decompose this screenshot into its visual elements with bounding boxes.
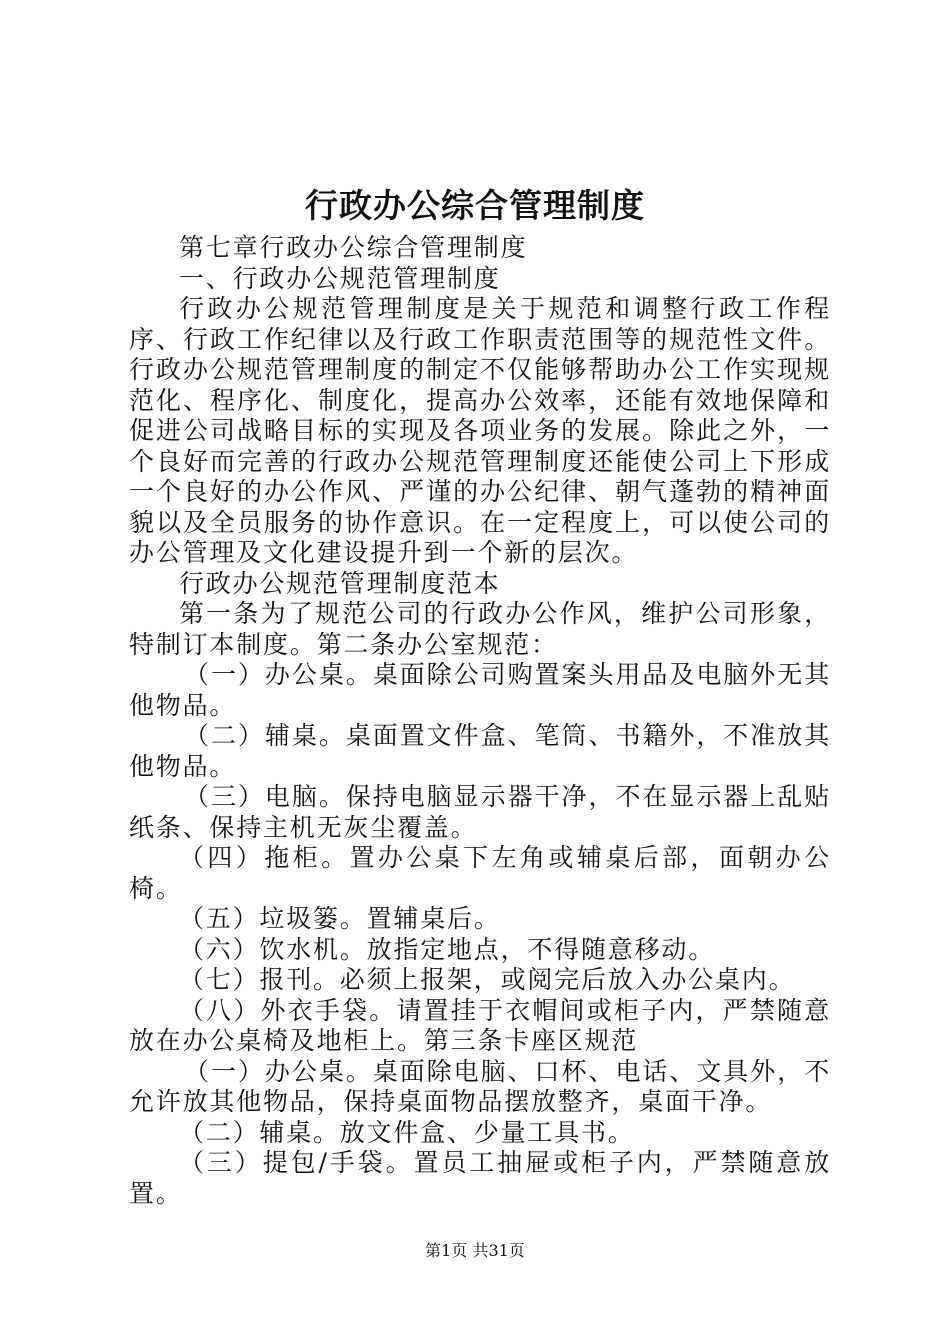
rule-item: （六）饮水机。放指定地点，不得随意移动。 bbox=[179, 934, 716, 964]
chapter-heading: 第七章行政办公综合管理制度 bbox=[179, 233, 528, 262]
rule-item: （八）外衣手袋。请置挂于衣帽间或柜子内，严禁随意放在办公桌椅及地柜上。第三条卡座区规范 bbox=[129, 995, 831, 1055]
rule-item: （四）拖柜。置办公桌下左角或辅桌后部，面朝办公椅。 bbox=[129, 843, 831, 903]
rule-item: （三）提包/手袋。置员工抽屉或柜子内，严禁随意放置。 bbox=[129, 1148, 831, 1208]
rule-item: （二）辅桌。桌面置文件盒、笔筒、书籍外，不准放其他物品。 bbox=[129, 721, 831, 781]
intro-paragraph: 行政办公规范管理制度是关于规范和调整行政工作程序、行政工作纪律以及行政工作职责范围等的规范性文件。行政办公规范管理制度的制定不仅能够帮助办公工作实现规范化、程序化、制度化，提高办公效率，还能有效地保障和促进公司战略目标的实现及各项业务的发展。除此之外，一个良好而完善的行政办公规范管理制度还能使公司上下形成一个良好的办公作风、严谨的办公纪律、朝气蓬勃的精神面貌以及全员服务的协作意识。在一定程度上，可以使公司的办公管理及文化建设提升到一个新的层次。 bbox=[129, 294, 831, 567]
rule-item: （二）辅桌。放文件盒、少量工具书。 bbox=[179, 1117, 635, 1147]
template-heading: 行政办公规范管理制度范本 bbox=[179, 568, 501, 598]
document-title: 行政办公综合管理制度 bbox=[305, 186, 645, 225]
rule-item: （一）办公桌。桌面除公司购置案头用品及电脑外无其他物品。 bbox=[129, 660, 831, 720]
page-number: 第1页 共31页 bbox=[425, 1241, 525, 1260]
rule-item: （五）垃圾篓。置辅桌后。 bbox=[179, 904, 501, 933]
rule-item: （一）办公桌。桌面除电脑、口杯、电话、文具外，不允许放其他物品，保持桌面物品摆放整齐，桌面干净。 bbox=[129, 1056, 831, 1116]
document-body bbox=[129, 233, 831, 1209]
rule-item: （七）报刊。必须上报架，或阅完后放入办公桌内。 bbox=[179, 965, 796, 994]
article-paragraph: 第一条为了规范公司的行政办公作风，维护公司形象，特制订本制度。第二条办公室规范： bbox=[129, 599, 831, 659]
rule-item: （三）电脑。保持电脑显示器干净，不在显示器上乱贴纸条、保持主机无灰尘覆盖。 bbox=[129, 782, 831, 842]
section-heading: 一、行政办公规范管理制度 bbox=[179, 263, 501, 293]
